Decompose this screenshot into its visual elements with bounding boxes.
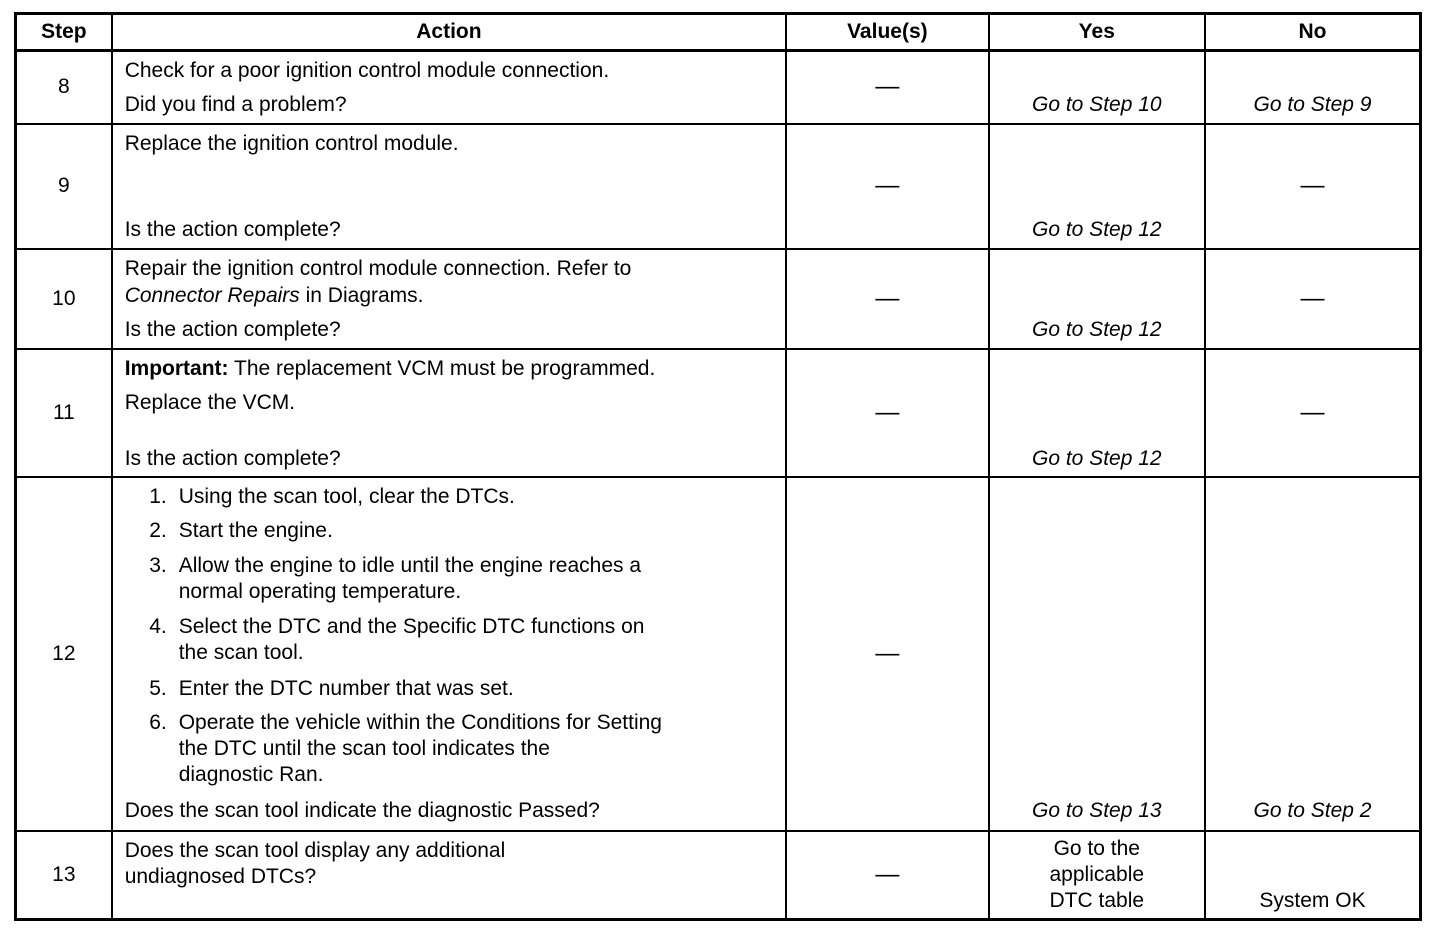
no-dash: — (1300, 284, 1325, 312)
step-number: 13 (16, 831, 112, 920)
no-cell (1205, 249, 1420, 349)
action-question: Does the scan tool indicate the diagnostic Passed? (124, 798, 600, 822)
step-number: 8 (16, 51, 112, 124)
list-item-number: 3. (149, 553, 167, 577)
list-item-text: Using the scan tool, clear the DTCs. (178, 484, 515, 508)
header-step: Step (16, 14, 112, 51)
step-number: 10 (16, 249, 112, 349)
no-dash: — (1300, 172, 1325, 199)
no-dash: — (1300, 398, 1325, 426)
important-label: Important: (124, 356, 229, 380)
action-question: Is the action complete? (124, 217, 341, 241)
yes-goto: Go to Step 10 (1031, 93, 1162, 116)
list-item-text: diagnostic Ran. (178, 762, 324, 786)
header-no: No (1205, 14, 1420, 51)
yes-goto: Go to Step 12 (1031, 446, 1162, 470)
action-cell (112, 249, 786, 349)
value-cell: — (786, 477, 988, 831)
reference-suffix: in Diagrams. (299, 283, 424, 307)
yes-outcome-line: applicable (1049, 862, 1145, 886)
yes-cell (989, 349, 1205, 477)
header-action: Action (112, 14, 786, 51)
step-number: 12 (16, 477, 112, 831)
list-item-text: Enter the DTC number that was set. (178, 676, 514, 700)
list-item-text: Select the DTC and the Specific DTC functions on (178, 614, 645, 638)
value-cell: — (786, 249, 988, 349)
action-cell (112, 51, 786, 124)
table-row-step-9 (16, 124, 1421, 249)
reference-link: Connector Repairs (124, 283, 300, 307)
no-goto: Go to Step 9 (1253, 93, 1372, 116)
action-text: Replace the ignition control module. (124, 131, 459, 155)
no-cell (1205, 124, 1420, 249)
step-number: 9 (16, 124, 112, 249)
list-item-text: the scan tool. (178, 640, 304, 664)
yes-cell (989, 124, 1205, 249)
important-note (125, 356, 656, 381)
value-cell: — (786, 349, 988, 477)
yes-goto: Go to Step 12 (1031, 317, 1162, 341)
yes-goto: Go to Step 13 (1031, 798, 1162, 822)
action-reference (125, 283, 424, 308)
table-row-step-13 (16, 831, 1421, 920)
action-cell (112, 124, 786, 249)
header-yes: Yes (989, 14, 1205, 51)
action-text: undiagnosed DTCs? (124, 864, 317, 888)
action-question: Is the action complete? (124, 446, 341, 470)
value-cell: — (786, 831, 988, 920)
action-cell (112, 349, 786, 477)
yes-cell (989, 831, 1205, 920)
no-goto: Go to Step 2 (1253, 798, 1372, 822)
list-item-number: 4. (149, 614, 167, 638)
list-item-number: 2. (149, 518, 167, 542)
value-cell: — (786, 51, 988, 124)
yes-outcome-line: DTC table (1049, 888, 1145, 912)
no-outcome: System OK (1259, 888, 1366, 912)
header-values: Value(s) (786, 14, 988, 51)
action-text: Repair the ignition control module connection. Refer to (124, 256, 632, 280)
table-row-step-12 (16, 477, 1421, 831)
list-item-number: 5. (149, 676, 167, 700)
action-cell (112, 477, 786, 831)
list-item-text: Start the engine. (178, 518, 333, 542)
no-cell (1205, 51, 1420, 124)
value-cell: — (786, 124, 988, 249)
action-text: Check for a poor ignition control module connection. (124, 59, 610, 82)
yes-outcome-line: Go to the (1053, 836, 1140, 860)
step-number: 11 (16, 349, 112, 477)
yes-goto: Go to Step 12 (1031, 217, 1162, 241)
yes-cell (989, 249, 1205, 349)
list-item-text: the DTC until the scan tool indicates the (178, 736, 550, 760)
list-item-text: Allow the engine to idle until the engine reaches a (178, 553, 642, 577)
action-question: Is the action complete? (124, 317, 341, 341)
yes-cell (989, 477, 1205, 831)
action-text: Replace the VCM. (124, 390, 296, 414)
important-text: The replacement VCM must be programmed. (228, 356, 656, 380)
diagnostic-table (14, 12, 1422, 921)
table-row-step-8 (16, 51, 1421, 124)
header-row (16, 14, 1421, 51)
table-row-step-10 (16, 249, 1421, 349)
no-cell (1205, 349, 1420, 477)
action-question: Did you find a problem? (124, 93, 347, 116)
list-item-number: 1. (149, 484, 167, 508)
list-item-number: 6. (149, 710, 167, 734)
yes-cell (989, 51, 1205, 124)
no-cell (1205, 477, 1420, 831)
no-cell (1205, 831, 1420, 920)
list-item-text: Operate the vehicle within the Conditions for Setting (178, 710, 662, 734)
action-cell (112, 831, 786, 920)
list-item-text: normal operating temperature. (178, 579, 462, 603)
action-text: Does the scan tool display any additional (124, 838, 506, 862)
table-row-step-11 (16, 349, 1421, 477)
